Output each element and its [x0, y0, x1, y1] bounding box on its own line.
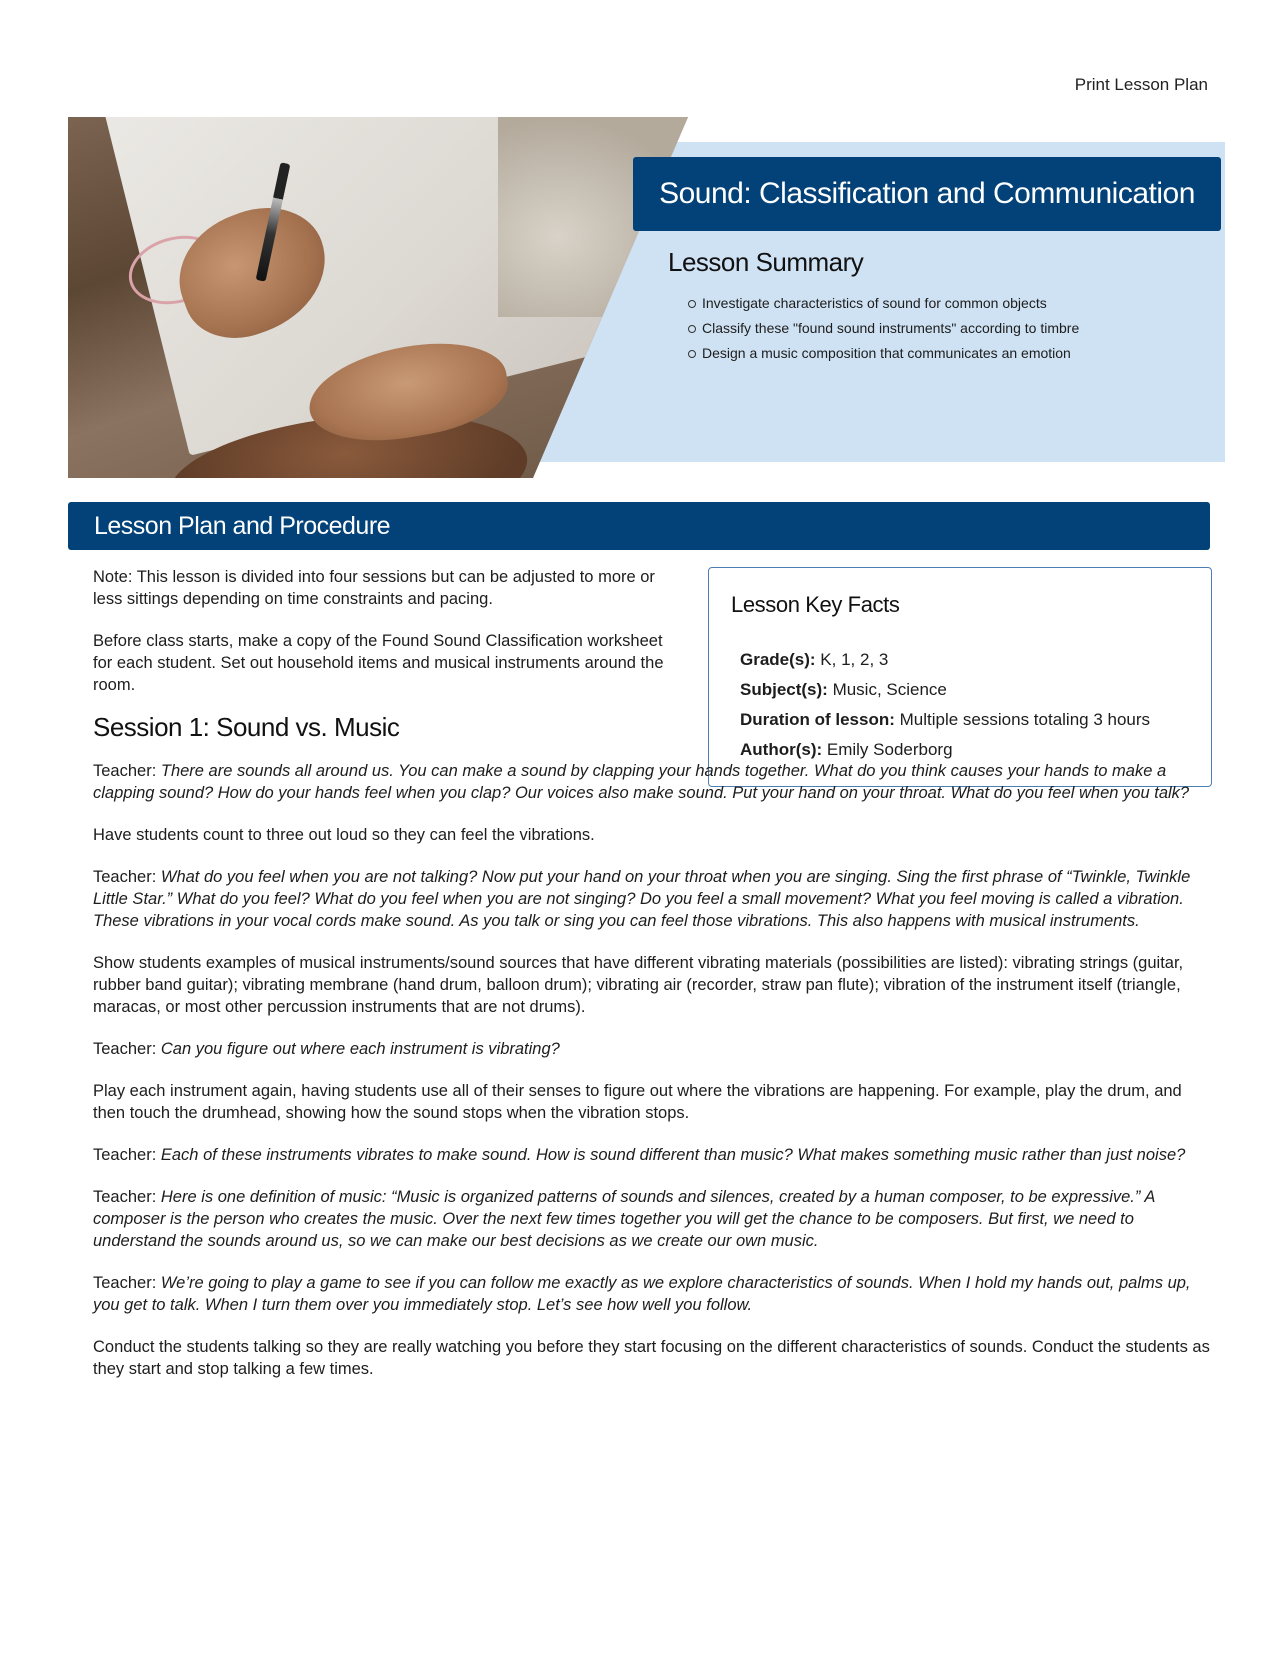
lesson-summary-list [668, 293, 1079, 368]
print-lesson-plan-link[interactable]: Print Lesson Plan [1074, 75, 1208, 94]
hero-banner [68, 117, 1225, 478]
summary-item: Design a music composition that communicates an emotion [688, 343, 1079, 368]
fact-authors-label: Author(s): [740, 740, 823, 759]
teacher-quote: What do you feel when you are not talking? Now put your hand on your throat when you are singing. Sing the first phrase of “Twinkle, Twinkle Little Star.” What do you feel? What do you feel when you are not singing? Do you feel a small movement? What you feel moving is called a vibration. These vibrations in your vocal cords make sound. As you talk or sing you can feel those vibrations. This also happens with musical instruments. [93, 868, 1191, 930]
lesson-body [93, 566, 1213, 1400]
instruction-paragraph: Play each instrument again, having students use all of their senses to figure out where the vibrations are happening. For example, play the drum, and then touch the drumhead, showing how the sound stops when the vibration stops. [93, 1082, 1182, 1122]
teacher-label: Teacher: [93, 1274, 161, 1292]
key-facts-heading: Lesson Key Facts [731, 592, 900, 617]
teacher-paragraph [93, 760, 1213, 804]
lesson-plan-section-header: Lesson Plan and Procedure [68, 502, 1210, 550]
teacher-label: Teacher: [93, 1040, 161, 1058]
note-paragraph: Note: This lesson is divided into four sessions but can be adjusted to more or less sittings depending on time constraints and pacing. [93, 568, 655, 608]
teacher-quote: Can you figure out where each instrument is vibrating? [160, 1040, 560, 1058]
fact-subjects-label: Subject(s): [740, 680, 828, 699]
instruction-paragraph: Show students examples of musical instruments/sound sources that have different vibrating materials (possibilities are listed): vibrating strings (guitar, rubber band guitar); vibrating membrane (hand drum, balloon drum); vibrating air (recorder, straw pan flute); vibration of the instrument itself (triangle, maracas, or most other percussion instruments that are not drums). [93, 954, 1184, 1016]
teacher-quote: Here is one definition of music: “Music is organized patterns of sounds and silences, created by a human composer, to be expressive.” A composer is the person who creates the music. Over the next few times together you will get the chance to be composers. But first, we need to understand the sounds around us, so we can make our best decisions as we create our own music. [93, 1188, 1155, 1250]
teacher-paragraph [93, 1272, 1213, 1316]
before-class-paragraph: Before class starts, make a copy of the Found Sound Classification worksheet for each student. Set out household items and musical instruments around the room. [93, 632, 664, 694]
teacher-label: Teacher: [93, 762, 161, 780]
summary-item: Classify these "found sound instruments" according to timbre [688, 318, 1079, 343]
teacher-quote: We’re going to play a game to see if you can follow me exactly as we explore characteristics of sounds. When I hold my hands out, palms up, you get to talk. When I turn them over you immediately stop. Let’s see how well you follow. [93, 1274, 1191, 1314]
lesson-title: Sound: Classification and Communication [633, 157, 1221, 231]
fact-subjects-value: Music, Science [827, 680, 947, 699]
fact-grades-value: K, 1, 2, 3 [815, 650, 889, 669]
summary-item: Investigate characteristics of sound for common objects [688, 293, 1079, 318]
fact-grades-label: Grade(s): [740, 650, 816, 669]
instruction-paragraph: Have students count to three out loud so they can feel the vibrations. [93, 826, 595, 844]
teacher-paragraph [93, 866, 1213, 932]
teacher-label: Teacher: [93, 1146, 161, 1164]
teacher-label: Teacher: [93, 1188, 161, 1206]
teacher-label: Teacher: [93, 868, 161, 886]
fact-duration-value: Multiple sessions totaling 3 hours [894, 710, 1151, 729]
session-1-heading: Session 1: Sound vs. Music [93, 712, 400, 742]
lesson-summary-heading: Lesson Summary [668, 247, 864, 277]
teacher-quote: Each of these instruments vibrates to make sound. How is sound different than music? What makes something music rather than just noise? [160, 1146, 1186, 1164]
fact-authors-value: Emily Soderborg [822, 740, 953, 759]
instruction-paragraph: Conduct the students talking so they are really watching you before they start focusing on the different characteristics of sounds. Conduct the students as they start and stop talking a few times. [93, 1338, 1210, 1378]
teacher-quote: There are sounds all around us. You can make a sound by clapping your hands together. What do you think causes your hands to make a clapping sound? How do your hands feel when you clap? Our voices also make sound. Put your hand on your throat. What do you feel when you talk? [93, 762, 1190, 802]
fact-duration-label: Duration of lesson: [740, 710, 895, 729]
teacher-paragraph [93, 1038, 1213, 1060]
teacher-paragraph [93, 1186, 1213, 1252]
teacher-paragraph [93, 1144, 1213, 1166]
